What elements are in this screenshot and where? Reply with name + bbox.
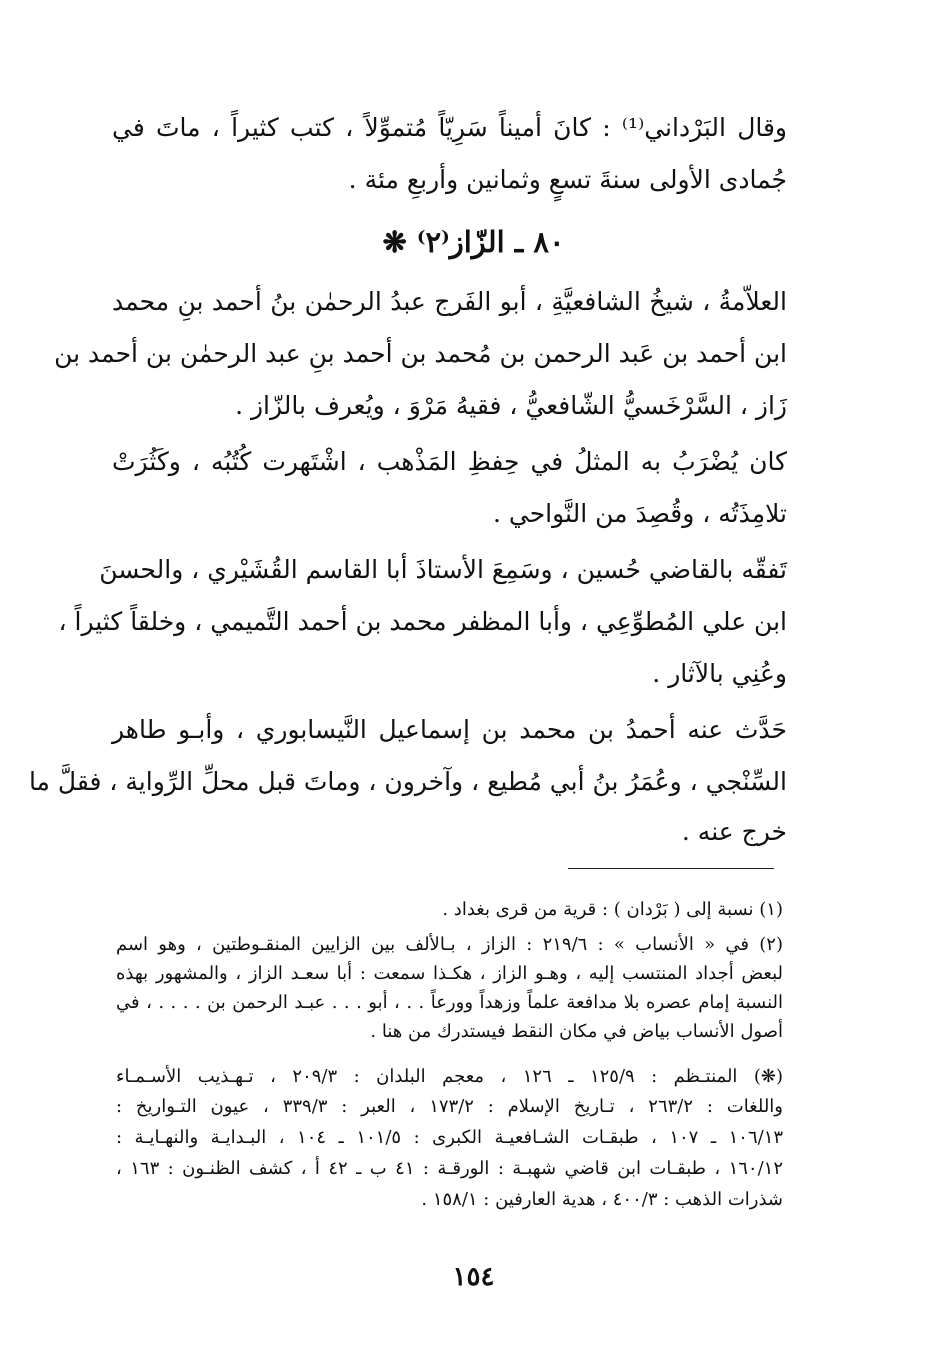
body-line: وقال البَرْداني⁽¹⁾ : كانَ أميناً سَرِيّاً مُتموِّلاً ، كتب كثيراً ، ماتَ في [112, 113, 788, 142]
footnote-line: النسبة إمام عصره بلا مدافعة علماً وزهداً وورعاً . . ، أبو . . . عبـد الرحمن بن . . . . ، في [116, 992, 783, 1013]
footnote-line: واللغات : ٢٦٣/٢ ، تـاريخ الإسلام : ١٧٣/٢ ، العبر : ٣٣٩/٣ ، عيون التـواريخ : [116, 1096, 784, 1117]
body-line: حَدَّث عنه أحمدُ بن محمد بن إسماعيل النَّيسابوري ، وأبـو طاهر [112, 715, 787, 744]
body-line: كان يُضْرَبُ به المثلُ في حِفظِ المَذْهب ، اشْتَهرت كُتُبُه ، وكَثُرَتْ [112, 447, 787, 476]
footnote-line: لبعض أجداد المنتسب إليه ، وهـو الزاز ، هكـذا سمعت : أبا سعـد الزاز ، والمشهور بهذه [116, 963, 783, 984]
body-line: زَاز ، السَّرْخَسيُّ الشّافعيُّ ، فقيهُ مَرْوَ ، ويُعرف بالزّاز . [235, 391, 787, 420]
body-line: خرج عنه . [681, 817, 787, 846]
body-line: وعُنِي بالآثار . [652, 659, 787, 688]
body-line: السِّنْجي ، وعُمَرُ بنُ أبي مُطيع ، وآخرون ، وماتَ قبل محلِّ الرِّواية ، فقلَّ ما [28, 767, 787, 796]
footnote-separator [568, 868, 774, 869]
footnote-line: شذرات الذهب : ٤٠٠/٣ ، هدية العارفين : ١٥٨/١ . [421, 1189, 783, 1210]
body-line: تلامِذَتُه ، وقُصِدَ من النَّواحي . [492, 499, 787, 528]
body-line: جُمادى الأولى سنةَ تسعٍ وثمانين وأربعِ مئة . [348, 165, 787, 194]
footnote-line: (٢) في « الأنساب » : ٢١٩/٦ : الزاز ، بـالألف بين الزايين المنقـوطتين ، وهو اسم [116, 934, 783, 955]
entry-heading: ٨٠ ـ الزّاز⁽٢⁾ ❋ [382, 225, 565, 259]
footnote-line: أصول الأنساب بياض في مكان النقط فيستدرك من هنا . [370, 1021, 783, 1042]
body-line: تَفقّه بالقاضي حُسين ، وسَمِعَ الأستاذَ أبا القاسم القُشَيْري ، والحسنَ [99, 555, 787, 584]
body-line: العلاّمةُ ، شيخُ الشافعيَّةِ ، أبو الفَرج عبدُ الرحمٰن بنُ أحمد بنِ محمد [112, 287, 787, 316]
page-number: ١٥٤ [452, 1262, 495, 1292]
footnote-line: (١) نسبة إلى ( بَرْدان ) : قرية من قرى بغداد . [442, 899, 783, 920]
body-line: ابن أحمد بن عَبد الرحمن بن مُحمد بن أحمد بنِ عبد الرحمٰن بن أحمد بن [54, 339, 787, 368]
body-line: ابن علي المُطوِّعِي ، وأبا المظفر محمد بن أحمد التَّميمي ، وخلقاً كثيراً ، [58, 607, 787, 636]
footnote-line: ١٦٠/١٢ ، طبقـات ابن قاضي شهبـة : الورقـة : ٤١ ب ـ ٤٢ أ ، كشف الظنـون : ١٦٣ ، [116, 1158, 783, 1179]
footnote-line: ١٠٦/١٣ ـ ١٠٧ ، طبقـات الشـافعيـة الكبرى : ١٠١/٥ ـ ١٠٤ ، البـدايـة والنهـايـة : [116, 1127, 784, 1148]
footnote-line: (❋) المنتـظم : ١٢٥/٩ ـ ١٢٦ ، معجم البلدان : ٢٠٩/٣ ، تـهـذيب الأسـمـاء [116, 1066, 783, 1087]
